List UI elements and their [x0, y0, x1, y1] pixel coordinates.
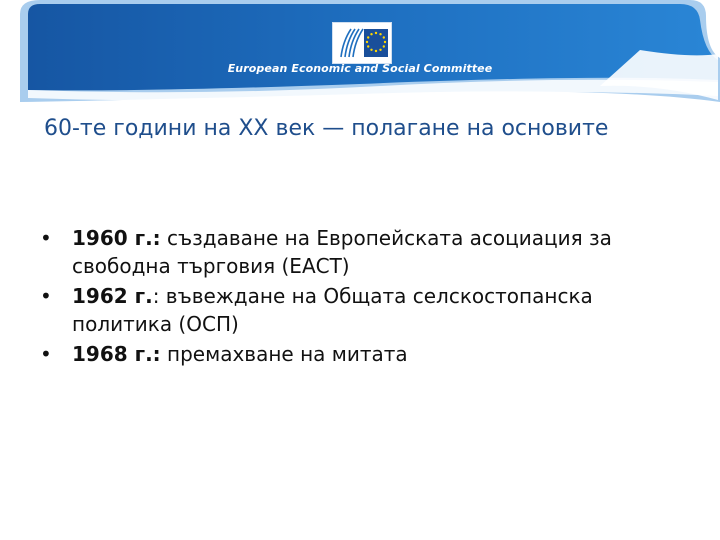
organization-name-text: European Economic and Social Committee: [227, 62, 493, 75]
bullet-list: [40, 224, 690, 370]
list-item: [40, 282, 690, 338]
bullet-text: : въвеждане на Общата селскостопанска политика (ОСП): [72, 284, 593, 336]
list-item: [40, 224, 690, 280]
eesc-logo-icon: [332, 22, 392, 64]
bullet-icon: •: [40, 226, 52, 250]
organization-name: [0, 62, 720, 75]
slide-title: 60-те години на XX век — полагане на основите: [44, 116, 609, 141]
bullet-text: премахване на митата: [160, 342, 408, 366]
bullet-icon: •: [40, 284, 52, 308]
bullet-year: 1968 г.:: [72, 342, 161, 366]
bullet-year: 1962 г.: [72, 284, 153, 308]
list-item: [40, 340, 690, 368]
bullet-text: създаване на Европейската асоциация за свободна търговия (ЕАСТ): [72, 226, 612, 278]
bullet-year: 1960 г.:: [72, 226, 161, 250]
bullet-icon: •: [40, 342, 52, 366]
